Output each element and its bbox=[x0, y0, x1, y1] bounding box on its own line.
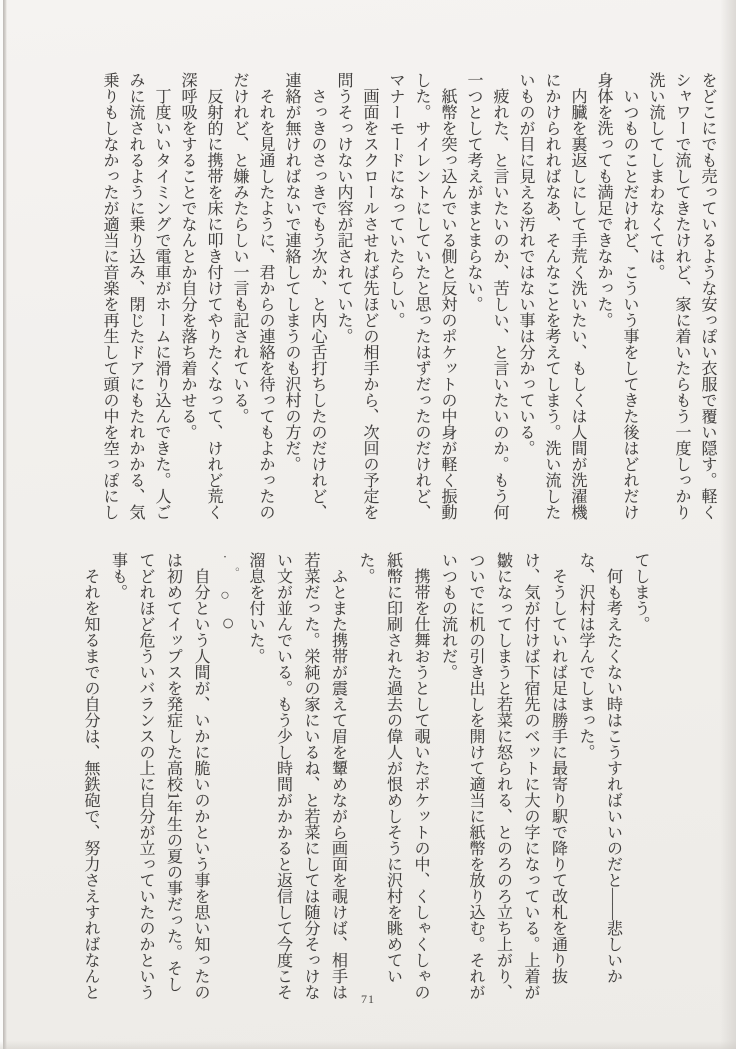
paragraph: 携帯を仕舞おうとして覗いたポケットの中、くしゃくしゃの紙幣に印刷された過去の偉人が恨めしそうに沢村を眺めていた。 bbox=[357, 552, 429, 1000]
paragraph: いつものことだけれど、こういう事をしてきた後はどれだけ身体を洗っても満足できなかった。 bbox=[595, 72, 638, 520]
paragraph: 反射的に携帯を床に叩き付けてやりたくなって、けれど荒く深呼吸をすることでなんとか自分を落ち着かせる。 bbox=[179, 72, 222, 520]
scan-shadow-bottom bbox=[0, 1041, 736, 1049]
scan-shadow-right bbox=[720, 0, 736, 1049]
paragraph: さっきのさっきでもう次か、と内心舌打ちしたのだけれど、連絡が無ければないで連絡してしまうのも沢村の方だ。 bbox=[283, 72, 326, 520]
paragraph: そうしていれば足は勝手に最寄り駅で降りて改札を通り抜け、気が付けば下宿先のベットに大の字になっている。上着が皺になってしまうと若菜に怒られる、とのろのろ立ち上がり、ついでに机の引き出しを開けて適当に紙幣を放り込む。それがいつもの流れだ。 bbox=[439, 552, 567, 1000]
paragraph: てしまう。 bbox=[632, 552, 649, 632]
ornament-dot-icon: ・ bbox=[219, 552, 230, 561]
paragraph: それを知るまでの自分は、無鉄砲で、努力さえすればなんと bbox=[82, 568, 99, 1000]
paragraph: 画面をスクロールさせれば先ほどの相手から、次回の予定を問うそっけない内容が記されていた。 bbox=[335, 72, 378, 520]
paragraph: 何も考えたくない時はこうすればいいのだと――悲しいかな、沢村は学んでしまった。 bbox=[577, 552, 622, 984]
section-break-ornament bbox=[214, 552, 242, 1004]
page-number: 71 bbox=[361, 992, 375, 1006]
page-spine-shadow bbox=[3, 0, 7, 1049]
paragraph: 疲れた、と言いたいのか、苦しい、と言いたいのか。もう何一つとして考えがまとまらない。 bbox=[465, 72, 508, 520]
ornament-circle-small-icon: 。 bbox=[226, 567, 241, 579]
top-text-block bbox=[96, 72, 720, 530]
ornament-circle-large-icon: ○ bbox=[215, 610, 241, 635]
ornament-circle-medium-icon: ○ bbox=[216, 587, 234, 604]
paragraph: をどこにでも売っているような安っぽい衣服で覆い隠す。軽くシャワーで流してきたけれど、家に着いたらもう一度しっかり洗い流してしまわなくては。 bbox=[647, 72, 716, 520]
paragraph: 紙幣を突っ込んでいる側と反対のポケットの中身が軽く振動した。サイレントにしていたと思ったはずだったのだけれど、マナーモードになっていたらしい。 bbox=[387, 72, 456, 520]
paragraph: ふとまた携帯が震えて眉を顰めながら画面を覗けば、相手は若菜だった。栄純の家にいるね、と若菜にしては随分そっけない文が並んでいる。もう少し時間がかかると返信して今度こそ溜息を付いた。 bbox=[247, 552, 347, 1000]
paragraph: 丁度いいタイミングで電車がホームに滑り込んできた。人ごみに流されるように乗り込み、閉じたドアにもたれかかる、気乗りもしなかったが適当に音楽を再生して頭の中を空っぽにし bbox=[101, 72, 170, 520]
paragraph: それを見通したように、君からの連絡を待ってもよかったのだけれど、と嫌みたらしい一言も記されている。 bbox=[231, 72, 274, 520]
bottom-text-block bbox=[77, 552, 655, 1004]
paragraph: 内臓を裏返しにして手荒く洗いたい、もしくは人間が洗濯機にかけられればなあ、そんなことを考えてしまう。洗い流したいものが目に見える汚れではない事は分かっている。 bbox=[517, 72, 586, 520]
paragraph: 自分という人間が、いかに脆いのかという事を思い知ったのは初めてイップスを発症した高校1年生の夏の事だった。そしてどれほど危ういバランスの上に自分が立っていたのかという事も。 bbox=[109, 552, 209, 1000]
